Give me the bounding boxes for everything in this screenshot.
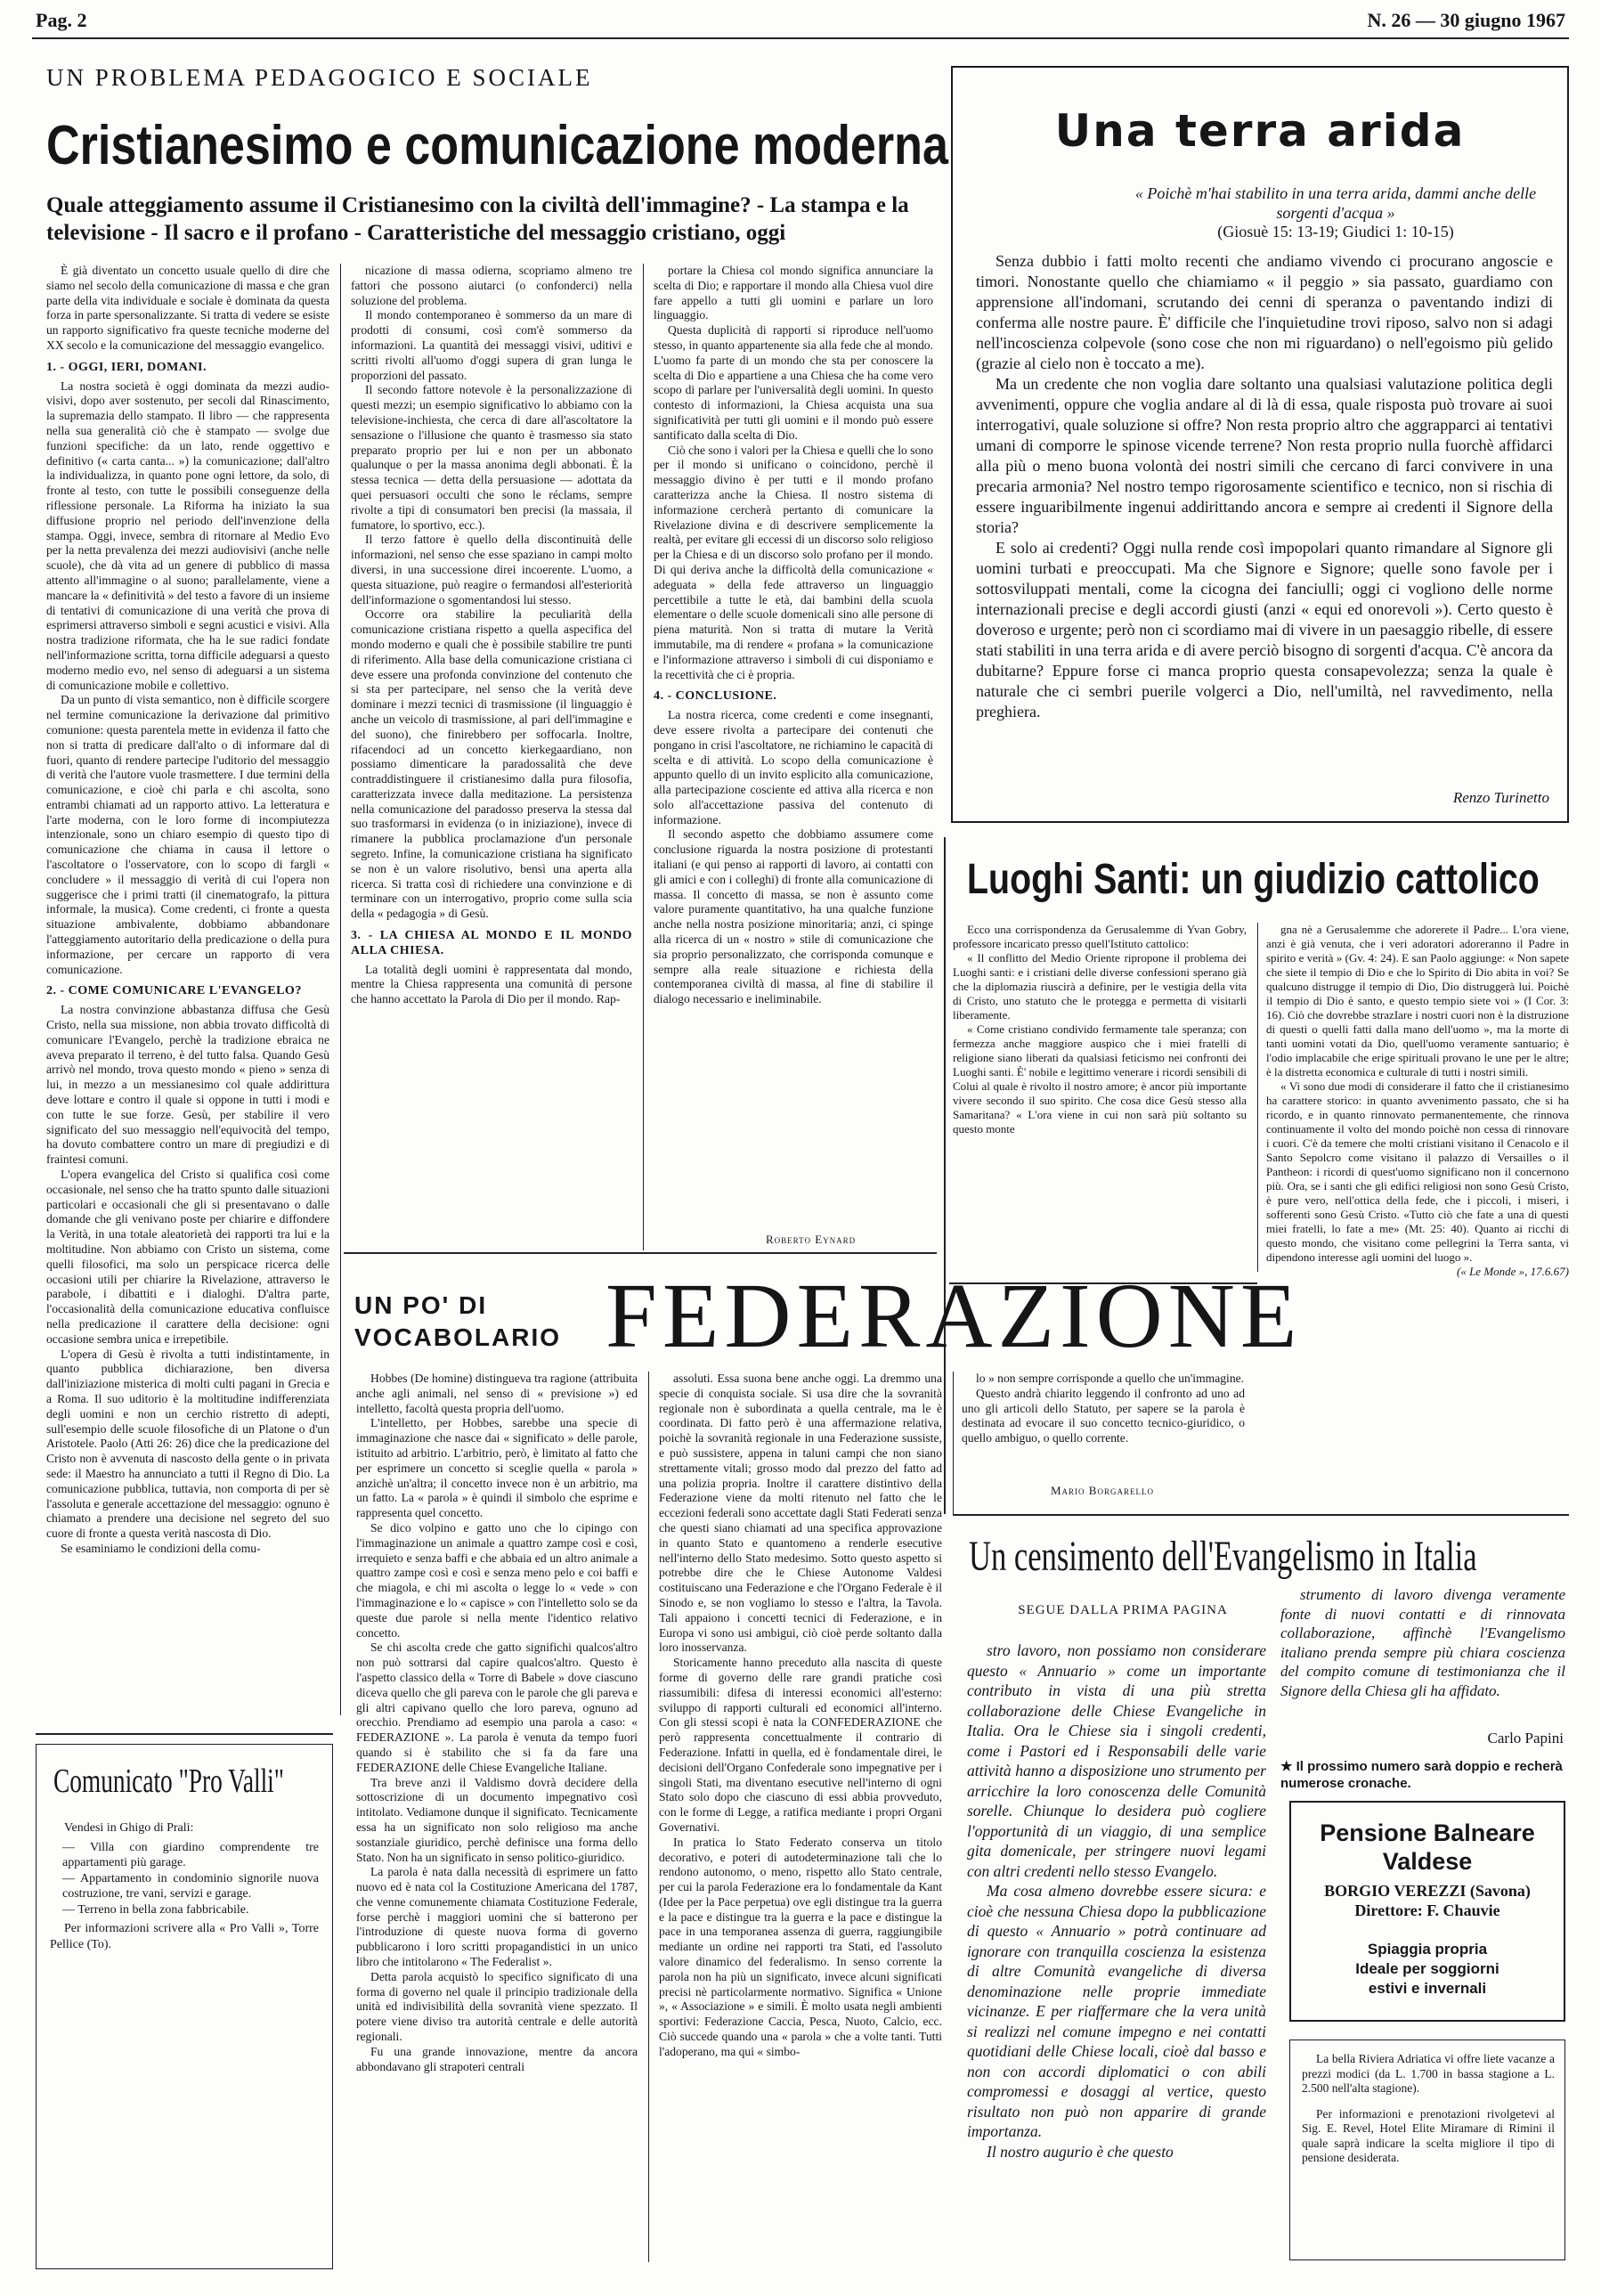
pro-valli-title: Comunicato "Pro Valli" [53, 1763, 284, 1800]
terra-arida-body: Senza dubbio i fatti molto recenti che andiamo vivendo ci procurano angoscie e timori. Nonostante quello che chiamiamo « il peggio » sia passato, guardiamo con apprensione all'indomani, scrutando dei cenni di speranza o paventando indizi di conferma alle nostre paure. È' difficile che l'inquietudine trovi riposo, salvo non si adagi nell'incoscienza colpevole (sono cose che non mi riguardano) o nell'egoismo più gelido (grazie al cielo non è toccato a me). Ma un credente che non voglia dare soltanto una qualsiasi valutazione politica degli avvenimenti, oppure che voglia andare al di là di essa, quale risposta può trovare ai suoi interrogativi, quale soluzione si offre? Non resta proprio altro che aggrapparci ai tentativi umani di comporre le spinose vicende terrene? Non resta proprio nulla fuorchè affidarci alla più o meno buona volontà dei nostri simili che cercano di farci convivere in una precaria armonia? Nel nostro tempo rigorosamente scientifico e tecnico, non si rischia di essere inguaribilmente ingenui addirittando ancora e sempre ai credenti il Signore della storia? E solo ai credenti? Oggi nulla rende così impopolari quanto rimandare al Signore gli uomini turbati e preoccupati. Ma che Signore e Signore; quelle sono favole per i sottosviluppati mentali, come la cicogna dei fanciulli; oggi ci vogliono delle norme internazionali precise e degli accordi giusti (anzi « equi ed onorevoli »). Certo questo è doveroso e urgente; però non ci scordiamo mai di vivere in un paesaggio ribelle, di essere stati stabiliti in una terra arida e di avere perciò bisogno di sorgenti d'acqua. C'è ancora da dubitarne? Eppure forse ci manca proprio questa consapevolezza; senza la quale è naturale che ci sembri puerile volgerci a Dio, nell'umiltà, nel ravvedimento, nella preghiera. [976, 252, 1553, 721]
riviera-ad: La bella Riviera Adriatica vi offre liete vacanze a prezzi modici (da L. 1.700 in bassa stagione a L. 2.500 nell'alta stagione). Per informazioni e prenotazioni rivolgetevi al Sig. E. Revel, Hotel Elite Miramare di Rimini il quale saprà indicare la scelta migliore il tipo di pensione desiderata. [1302, 2052, 1555, 2164]
luoghi-santi-title: Luoghi Santi: un giudizio cattolico [967, 856, 1540, 903]
vocabolario-col-1: Hobbes (De homine) distingueva tra ragione (attribuita anche agli animali, nel senso di « previsione ») ed intelletto, facoltà questa propria dell'uomo. L'intelletto, per Hobbes, sarebbe una specie di immaginazione che nasce dai « significato » delle parole, istituito ad arbitrio. L'arbitrio, però, è limitato al fatto che per esprimere un concetto si sceglie quella « parola » anzichè un'altra; il concetto invece non è un arbitrio, ma un fatto. La « parola » è quindi il simbolo che esprime e rappresenta quel concetto. Se dico volpino e gatto uno che lo cipingo con l'immaginazione un animale a quattro zampe così e così, irrequieto e senza baffi e che abbaia ed un altro animale a quattro zampe così e così e senza meno pelo e coi baffi e che miagola, e chi mi ascolta o legge lo « vede » con l'immaginazione e lo « capisce » con l'intelletto solo se da queste due parole si nella mente l'identico relativo concetto. Se chi ascolta crede che gatto significhi qualcos'altro non può sottrarsi dal capire qualcos'altro. Questo è l'aspetto classico della « Torre di Babele » dove ciascuno diceva quello che gli pareva con le parole che gli pareva e gli altri capivano quello che loro pareva, ognuno ad orecchio. Prendiamo ad esempio una parola a caso: « FEDERAZIONE ». La parola è venuta da tempo fuori quando si è stabilito che si fa da fare una FEDERAZIONE delle Chiese Evangeliche Italiane. Tra breve anzi il Valdismo dovrà decidere della sottoscrizione di un documento impegnativo così intitolato. Vediamone dunque il significato. Tecnicamente essa ha un significato non solo religioso ma anche sostanziale giuridico, perchè definisce una forma dello Stato. Non ha un significato in senso politico-giuridico. La parola è nata dalla necessità di esprimere un fatto nuovo ed è nata col la Costituzione Americana del 1787, che venne comunemente chiamata Costituzione Federale, forse perchè i maggiori uomini che si batterono per l'introduzione di queste nuova forma di governo pubblicarono i loro scritti propagandistici in un unico libro che intitolarono « The Federalist ». Detta parola acquistò lo specifico significato di una forma di governo nel quale il principio tradizionale della unità ed indivisibilità della sovranità viene spezzato. Il potere viene diviso tra autorità centrale e delle autorità regionali. Fu una grande innovazione, mentre da ancora abbondavano gli strapoteri centrali [356, 1372, 638, 2073]
censimento-col-1: stro lavoro, non possiamo non considerare questo « Annuario » come un importante contributo in vista di una più stretta collaborazione delle Chiese Evangeliche in Italia. Ora le Chiese sia i singoli credenti, come i Pastori ed i Responsabili delle varie attività hanno a disposizione uno strumento per arricchire la loro conoscenza delle Comunità sorelle. Chiunque lo desidera può cogliere l'opportunità di un viaggio, di una semplice gita domenicale, per stringere nuovi legami con altri credenti nello stesso Evangelo. Ma cosa almeno dovrebbe essere sicura: e cioè che nessuna Chiesa dopo la pubblicazione di questo « Annuario » potrà continuare ad ignorare con tranquilla coscienza la esistenza di altre Comunità evangeliche di diversa denominazione nelle proprie immediate vicinanze. E per riaffermare che la vera unità si realizzi nel comune impegno e nei contatti quotidiani delle Chiese locali, cioè dal basso e non con accordi diplomatici o con abili compromessi e dosaggi al vertice, questo risultato non può non apparire di grande importanza. Il nostro augurio è che questo [967, 1641, 1266, 2161]
section-rule [953, 1514, 1569, 1516]
terra-arida-ref: (Giosuè 15: 13-19; Giudici 1: 10-15) [1217, 223, 1454, 240]
col-divider [1257, 923, 1258, 1272]
main-col-1: È già diventato un concetto usuale quello di dire che siamo nel secolo della comunicazione di massa e che gran parte della vita individuale e sociale è dominata da questa forza in parte spersonalizzante. Si tratta di vedere se esiste un rapporto significativo fra queste tecniche moderne del XX secolo e la comunicazione del messaggio evangelico. 1. - OGGI, IERI, DOMANI. La nostra società è oggi dominata da mezzi audio-visivi, dopo aver sostenuto, per secoli dal Rinascimento, la supremazia dello stampato. Il libro — che rappresenta nella sua generalità ciò che è stampato — svolge due funzioni specifiche: da un lato, rende oggettivo e definitivo (« carta canta... ») la comunicazione; dall'altro la individualizza, in quanto pone ogni lettore, da solo, di fronte al testo, con tutte le possibili conseguenze della riflessione personale. La Riforma ha iniziato la sua diffusione proprio nel periodo dell'invenzione della stampa. Oggi, invece, sembra di ritornare al Medio Evo per la netta prevalenza dei mezzi audiovisivi (anche nelle scuole), che dà vita ad un genere di pubblico di massa attento all'immagine o al suono; parallelamente, viene a mancare la « definitività » del testo a favore di un insieme di tentativi di comunicazione di una verità che prova di esprimersi attraverso simboli e segni acustici e visivi. Alla nostra tradizione riformata, che ha le sue radici fondate nell'informazione scritta, torna difficile adeguarsi a questo moderno medio evo, nel senso di adeguarsi a un sistema di comunicazione mobile e collettivo. Da un punto di vista semantico, non è difficile scorgere nel termine comunicazione la derivazione dal primitivo comunione: questa parentela mette in evidenza il fatto che non si tratta di predicare dall'alto o di informare dal di fuori, quanto di rendere partecipe l'uditorio del messaggio di verità che l'autore vuole trasmettere. I due termini della comunicazione, e cioè chi parla e chi ascolta, sono entrambi chiamati ad un rapporto attivo. La letteratura e l'arte moderna, con le loro forme di incompiutezza intenzionale, sono un chiaro esempio di questo tipo di comunicazione che chiama in causa il lettore o l'ascoltatore o l'osservatore, con lo scopo di fargli « concludere » il messaggio di verità di cui l'opera non suggerisce che i primi tratti (il cinematografo, la pittura informale, la musica). Come credenti, ci fronte a questa situazione ambivalente, dobbiamo abbandonare l'atteggiamento autoritario della predicazione o della pura informazione, per cercare un rapporto di vera comunicazione. 2. - COME COMUNICARE L'EVANGELO? La nostra convinzione abbastanza diffusa che Gesù Cristo, nella sua missione, non abbia trovato difficoltà di comunicare l'Evangelo, perchè la tradizione ebraica ne aveva preparato il terreno, è del tutto falsa. Quando Gesù arrivò nel mondo, trova questo mondo « pieno » senza di lui, in mezzo a un messianesimo col quale addirittura deve lottare e contro il quale si oppone in tutti i modi e con tutte le sue forze. Gesù, per stabilire il vero significato del suo messaggio nell'equivocità del tempo, ha dovuto combattere contro un mare di pregiudizi e di fraintesi comuni. L'opera evangelica del Cristo si qualifica così come occasionale, nel senso che ha tratto spunto dalle situazioni particolari e occasionali che gli si presentavano o dalle domande che gli venivano poste per chiarire e diffondere la Verità, in una totale aleatorietà dei rapporti tra lui e la moltitudine. Non abbiamo con Cristo un sistema, come quelli filosofici, ma solo un perspicace ricerca delle occasioni utili per chiarire la Rivelazione, attraverso le parabole, i dibattiti e i dialoghi. D'altra parte, l'occasionalità della comunicazione educativa confluisce nella predicazione il carattere della decisione: ogni occasione sembra unica e irrepetibile. L'opera di Gesù è rivolta a tutti indistintamente, in quanto pubblica dichiarazione, ben diversa dall'iniziazione misterica di molti culti pagani in Grecia e a Roma. Il suo uditorio è la moltitudine indifferenziata degli uomini e non un cerchio ristretto di adepti, sull'esempio delle scuole filosofiche di un Platone o d'un Aristotele. Paolo (Atti 26: 26) dice che la predicazione del Cristo non è avvenuta di nascosto della gente o in privata sede: il Maestro ha annunciato a tutti il Regno di Dio. La comunicazione pubblica, tuttavia, non comporta di per sè l'assoluta e generale accettazione del messaggio: ognuno è chiamato a prendere una decisione nel segreto del suo cuore di fronte a questa verità nascosta di Dio. Se esaminiamo le condizioni della comu- [46, 264, 329, 1555]
col-divider [340, 264, 341, 1715]
pensione-title: Pensione Balneare Valdese [1320, 1820, 1535, 1875]
terra-arida-title: Una terra arida [1054, 105, 1466, 157]
section-rule [36, 1733, 333, 1735]
pro-valli-body: Vendesi in Ghigo di Prali: — Villa con giardino comprendente tre appartamenti più garage. — Appartamento in condominio signorile nuova costruzione, tre vani, servizi e garage. — Terreno in bella zona fabbricabile. Per informazioni scrivere alla « Pro Valli », Torre Pellice (To). [50, 1821, 319, 1951]
section-rule [344, 1252, 937, 1254]
vocabolario-col-3: lo » non sempre corrisponde a quello che un'immagine. Questo andrà chiarito leggendo il confronto ad uno ad uno gli articoli dello Statuto, per sapere se la parola è destinata ad evocare il suo concetto tecnico-giuridico, o quello ambiguo, o quello corrente. [962, 1372, 1245, 1445]
terra-arida-author: Renzo Turinetto [1452, 789, 1549, 806]
censimento-title: Un censimento dell'Evangelismo in Italia [969, 1533, 1477, 1580]
issue-date: N. 26 — 30 giugno 1967 [1367, 9, 1565, 31]
main-deck: Quale atteggiamento assume il Cristianesimo con la civiltà dell'immagine? - La stampa e la televisione - Il sacro e il profano - Caratteristiche del messaggio cristiano, oggi [46, 193, 909, 245]
header-rule [32, 37, 1569, 39]
main-col-2: nicazione di massa odierna, scopriamo almeno tre fattori che possono aiutarci (o confonderci) nella soluzione del problema. Il mondo contemporaneo è sommerso da un mare di prodotti di consumi, così com'è sommerso da informazioni. La quantità dei messaggi visivi, uditivi e scritti rivolti all'uomo d'oggi supera di gran lunga le proporzioni del passato. Il secondo fattore notevole è la personalizzazione di questi mezzi; un esempio significativo lo abbiamo con la televisione-inchiesta, che cerca di dare all'ascoltatore la sensazione o l'illusione che quanto è trasmesso sia stato preparato proprio per lui e non per un abbonato qualunque o per la massa anonima degli abbonati. È la stessa tecnica — detta della persuasione — adottata da quei persuasori occulti che sono le réclams, sempre rivolte a tipi di consumatori ben precisi (la massaia, il fumatore, lo sportivo, ecc.). Il terzo fattore è quello della discontinuità delle informazioni, nel senso che esse spaziano in campi molto diversi, in una successione direi incoerente. L'uomo, a questa situazione, può reagire o fermandosi all'esteriorità dell'informazione o sgomentandosi lui stesso. Occorre ora stabilire la peculiarità della comunicazione cristiana rispetto a quella aspecifica del mondo moderno e quali che è possibile stabilire tre punti di riferimento. Alla base della comunicazione cristiana ci deve essere una profonda convinzione del contenuto che si sta per partecipare, nel senso che la verità deve dominare i mezzi tecnici di trasmissione (il linguaggio è anche un veicolo di trasmissione, al pari dell'immagine e del suono), che finirebbero per soffocarla. Inoltre, rifacendoci ad un concetto kierkegaardiano, non possiamo dimenticare la paradossalità che deve contraddistinguere il cristianesimo dalla pura filosofia, caratterizzata invece dalla meditazione. La persistenza nella comunicazione del paradosso preserva la stessa dal suo trasformarsi in evidenza (o in iniziazione), invece di rimanere la pubblica proclamazione d'un personale segreto. Infine, la comunicazione cristiana ha significato se non è un valore risolutivo, bensì una aperta alla ricerca. Si tratta così di richiedere una convinzione e di terminare con un interrogativo, proprio come sulla scia della « pedagogia » di Gesù. 3. - LA CHIESA AL MONDO E IL MONDO ALLA CHIESA. La totalità degli uomini è rappresentata dal mondo, mentre la Chiesa rappresenta una comunità di persone che hanno accettato la Parola di Dio per il mondo. Rap- [351, 264, 632, 1006]
pensione-features: Spiaggia propria Ideale per soggiorni estivi e invernali [1355, 1941, 1499, 1997]
col-divider [953, 1372, 954, 1514]
prossimo-numero: ★ Il prossimo numero sarà doppio e recherà numerose cronache. [1280, 1759, 1563, 1791]
page-number: Pag. 2 [36, 9, 87, 31]
main-col-3: portare la Chiesa col mondo significa annunciare la scelta di Dio; e rapportare il mondo alla Chiesa vuol dire fare appello a tutti gli uomini e parlare un loro linguaggio. Questa duplicità di rapporti si riproduce nell'uomo stesso, in quanto appartenente sia alla fede che al mondo. L'uomo fa parte di un mondo che sta per conoscere la scelta di Dio e appartiene a una Chiesa che ha come vero scopo di parlare per l'universalità degli uomini. In questo contesto di informazioni, la Chiesa acquista una sua significatività per tutti gli uomini e il mondo può essere santificato dalla scelta di Dio. Ciò che sono i valori per la Chiesa e quelli che lo sono per il mondo si unificano o coincidono, perchè il messaggio divino è per tutti e il mondo profano caratterizza anche la Chiesa. Il nostro sistema di informazione cercherà pertanto di comunicare la Rivelazione divina e di descrivere semplicemente la realtà, per evitare gli eccessi di un discorso solo religioso per la Chiesa e di un discorso solo profano per il mondo. Di qui deriva anche la difficoltà della comunicazione « adeguata » della fede attraverso un linguaggio percettibile a tutte le età, dai bambini della scuola elementare o delle scuole domenicali sino alle persone di piena maturità. Non si tratta di mutare la Verità immutabile, ma di rendere « profana » la comunicazione e l'informazione attraverso i simboli di cui disponiamo e la recettività che ci è propria. 4. - CONCLUSIONE. La nostra ricerca, come credenti e come insegnanti, deve essere rivolta a partecipare dei contenuti che pongano in crisi l'ascoltatore, ne richiamino le capacità di scelta e di attività. Lo scopo della comunicazione è appunto quello di un invito esplicito alla comunicazione, alla partecipazione cosciente ed attiva alla ricerca e non solo all'accettazione passiva del contenuto di informazione. Il secondo aspetto che dobbiamo assumere come conclusione riguarda la nostra posizione di protestanti italiani (e qui penso ai rapporti di lavoro, ai contatti con gli amici e con i colleghi) di fronte alla comunicazione di massa. Il concetto di massa, se non è assunto come valore puramente quantitativo, ha una qualche funzione anche nella nostra posizione minoritaria; anzi, ci spinge alla ricerca di un « nostro » stile di comunicazione che sia proprio personalizzato, che corrisponda comunque e sempre alla reale situazione e richiesta della contemporanea civiltà di massa, al fine di stabilire il dialogo necessario e ineliminabile. [654, 264, 933, 1006]
col-divider [648, 1372, 649, 2262]
vocabolario-kicker: UN PO' DI VOCABOLARIO [354, 1291, 561, 1351]
censimento-author: Carlo Papini [1487, 1730, 1564, 1746]
terra-arida-quote: « Poichè m'hai stabilito in una terra arida, dammi anche delle sorgenti d'acqua » [1134, 184, 1537, 222]
pensione-info: BORGIO VEREZZI (Savona) Direttore: F. Chauvie [1324, 1882, 1531, 1919]
censimento-col-2: strumento di lavoro divenga veramente fonte di nuovi contatti e di rinnovata collaborazione, affinchè l'Evangelismo italiano prenda sempre più chiara coscienza del compito comune di testimonianza che il Signore della Chiesa gli ha affidato. [1280, 1586, 1565, 1699]
vocabolario-author: Mario Borgarello [1051, 1484, 1154, 1497]
col-divider [643, 264, 644, 1250]
federazione-title: FEDERAZIONE [605, 1265, 1303, 1367]
col-divider [944, 837, 946, 1514]
luoghi-santi-col-2: gna nè a Gerusalemme che adorerete il Padre... L'ora viene, anzi è già venuta, che i veri adoratori adoreranno il Padre in spirito e verità » (Gv. 4: 24). E san Paolo aggiunge: « Non sapete che siete il tempio di Dio e che lo Spirito di Dio abita in voi? Se qualcuno distrugge il tempio di Dio, Dio distruggerà lui. Poichè il tempio di Dio è santo, e questo tempio siete voi » (I Cor. 3: 16). Ciò che dovrebbe strazIare i nostri cuori non è la distruzione di questi o quelli fatti dalla mano dell'uomo », ma la morte di tanti uomini votati da Dio, quell'uomo veramente santuario; è l'odio implacabile che erige spirituali provano le une per le altre; è la distretta economica e culturale di tutti i nostri simili. « Vi sono due modi di considerare il fatto che il cristianesimo ha carattere storico: in quanto avvenimento passato, che si ha ricordo, e in quanto rinnovato permanentemente, che rinnova continuamente il volto del mondo poichè non cessa di rinnovare i cuori. C'è da temere che molti cristiani visitano il Cenacolo e il Santo Sepolcro come visitano il palazzo di Versailles o il Pantheon: i ricordi di quest'uomo significano non il concernono più. Ora, se i santi che gli edifici religiosi non sono Gesù Cristo, è pure vero, nell'ottica della fede, che i piccoli, i miseri, i sofferenti sono Gesù Cristo. «Tutto ciò che fate a una di questi miei fratelli, lo fate a me» (Mt. 25: 40). Quanto ai ricchi di questo mondo, che visitano come pellegrini la Terra santa, vi dipendono interesse agli uomini del luogo ». (« Le Monde », 17.6.67) [1266, 923, 1569, 1278]
censimento-subtitle: SEGUE DALLA PRIMA PAGINA [1018, 1603, 1228, 1617]
main-kicker: UN PROBLEMA PEDAGOGICO E SOCIALE [46, 64, 593, 91]
main-author: Roberto Eynard [766, 1233, 857, 1246]
luoghi-santi-col-1: Ecco una corrispondenza da Gerusalemme di Yvan Gobry, professore incaricato presso quell'Istituto cattolico: « Il conflitto del Medio Oriente ripropone il problema dei Luoghi santi: e i cristiani delle diverse confessioni sperano già che la diplomazia riuscirà a definire, per le vestigia della vita di Cristo, uno statuto che le protegga e permetta di visitarli liberamente. « Come cristiano condivido fermamente tale speranza; con fermezza anche maggiore auspico che i miei fratelli di religione siano liberati da qualsiasi feticismo nei confronti dei Luoghi santi. È' nobile e legittimo venerare i ricordi sensibili di Colui al quale è rivolto il nostro amore; è ancor più importante vivere secondo il suo spirito. Che cosa dice Gesù stesso alla Samaritana? « L'ora viene in cui non sarà più soltanto su questo monte [953, 923, 1247, 1136]
vocabolario-col-2: assoluti. Essa suona bene anche oggi. La dremmo una specie di conquista sociale. Si usa dire che la sovranità regionale non è subordinata a quella centrale, ma le è coordinata. Di fatto però è una affermazione relativa, poichè la sovranità regionale in una Federazione sussiste, e può sussistere, appena in taluni campi che non siano strettamente vitali; grosso modo dal prezzo del fatto ad una polizia propria. Inoltre il carattere distintivo della Federazione viene da molti ritenuto nel fatto che le eccezioni federali sono accettate dagli Stati Federati senza che questi siano chiamati ad una specifica approvazione in quanto Stato e quantomeno a renderle esecutive nell'interno dello Stato medesimo. Sotto questo aspetto si potrebbe dire che le Chiese Autonome Valdesi costituiscano una Federazione e che l'Organo Federale è il Sinodo e, se non vogliamo lo stesso e l'altra, la Tavola. Tali appaiono i concetti tecnici di Federazione, e in Europa vi sono usi ambigui, ciò cioè perde soltanto dalla loro inosservanza. Storicamente hanno preceduto alla nascita di queste forme di governo delle rare grandi pratiche così riassumibili: difesa di interessi economici all'esterno: sviluppo di rapporti culturali ed economici all'interno. Con gli stessi scopi è nata la CONFEDERAZIONE che però rappresenta concettualmente il contrario di Federazione. Infatti in quella, ed è fondamentale direi, le decisioni dell'Organo Confederale sono impegnative per i singoli Stati, ma diventano esecutive nell'interno di ogni Stato solo dopo che ciascuno di essi abbia provveduto, con le forme di Legge, a ratifica mediante i propri Organi Governativi. In pratica lo Stato Federato conserva un titolo decorativo, e poteri di autodeterminazione tali che lo rendono autonomo, o meno, rispetto allo Stato centrale, per cui la parola Federazione era lo fondamentale da Kant (Idee per la Pace perpetua) ove egli distingue tra la guerra e la pace e distingue tra la guerra e la pace e distingue la pace in una temporanea assenza di guerra, raggiungibile mediante un ordine nei rapporti tra Stati, ed l'assoluto valore dinamico del federalismo. In senso corrente la parola non ha più un significato, invece alcuni significati precisi nè particolarmente normativo. Significa « Unione », « Associazione » e simili. È molto usata negli ambienti sportivi: Federazione Caccia, Pesca, Nuoto, Calcio, ecc. Ciò succede quando una « parola » che a volte tanti. Tutti l'adoperano, ma qui « simbo- [659, 1372, 942, 2058]
main-title: Cristianesimo e comunicazione moderna [46, 115, 948, 176]
